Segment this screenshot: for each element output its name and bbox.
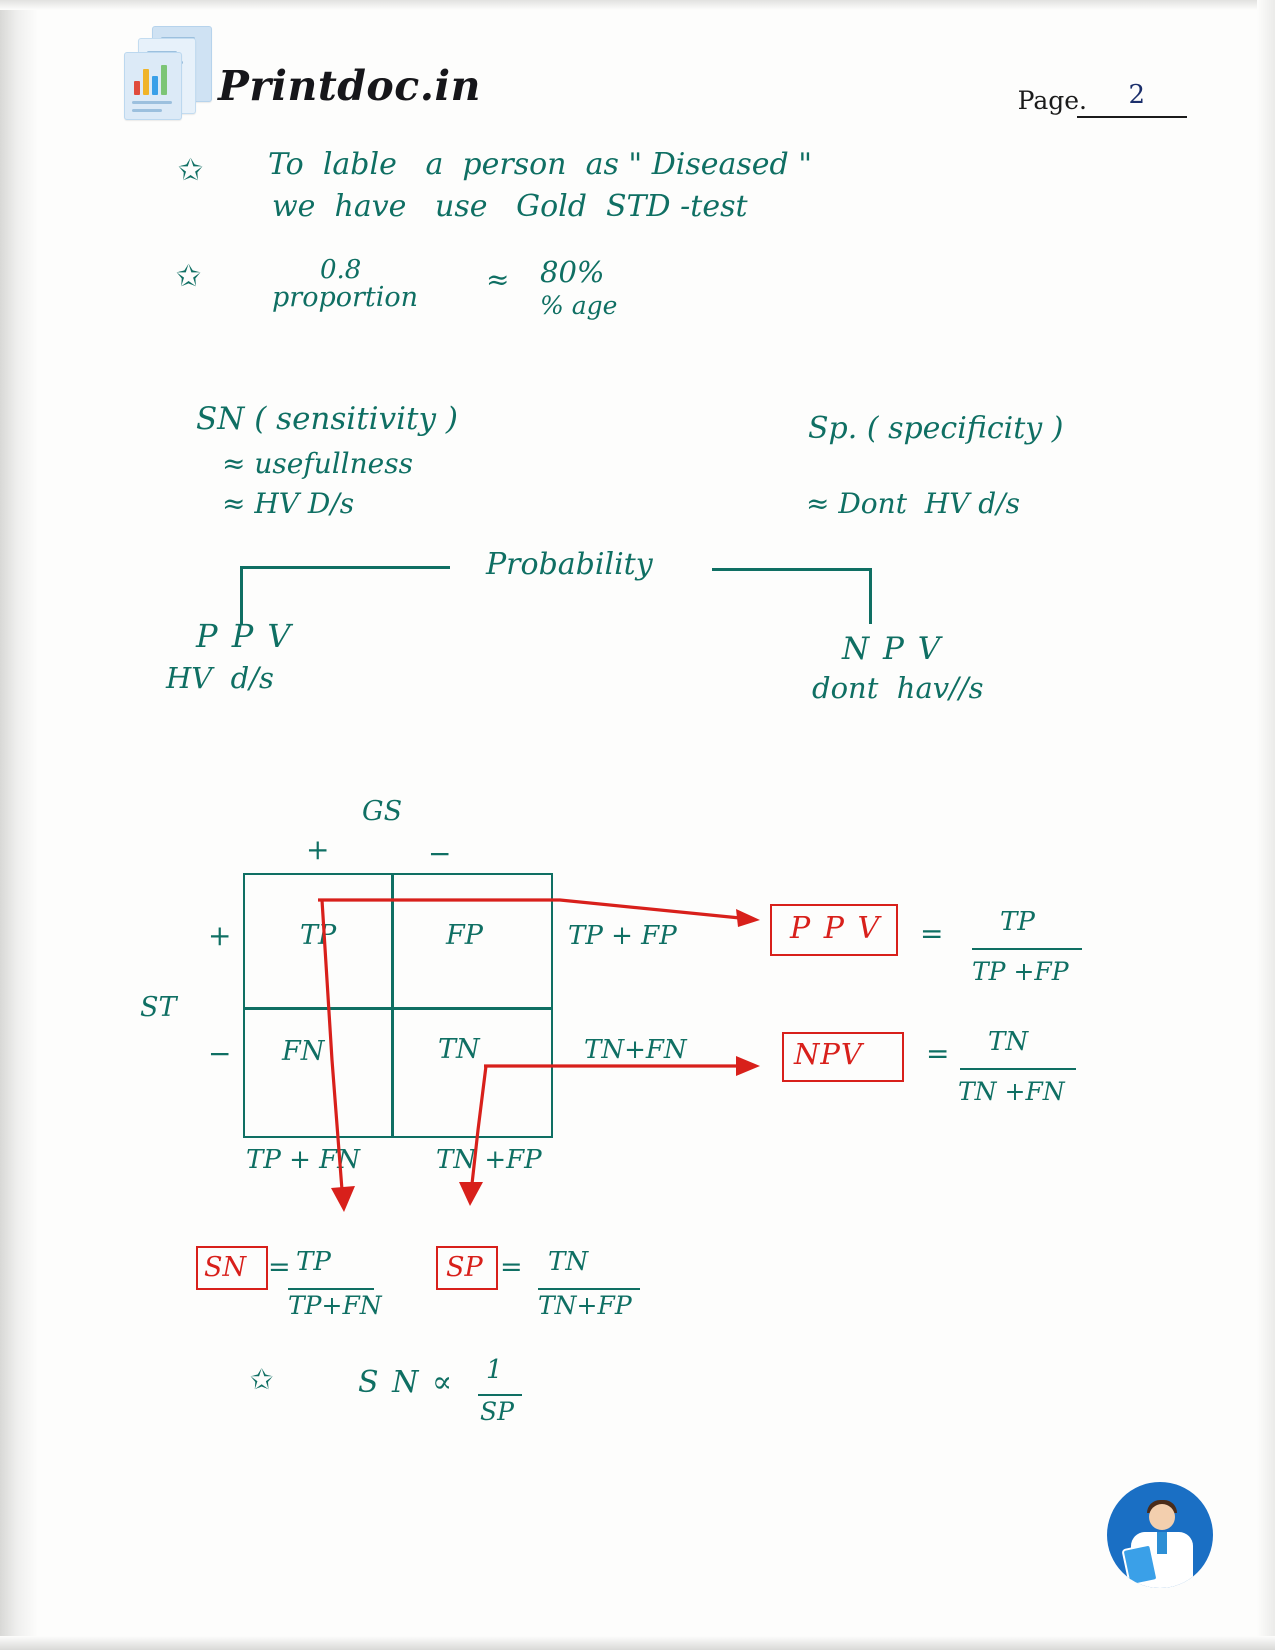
cell-true-positive: TP bbox=[300, 920, 337, 951]
col-total-negative: TN +FP bbox=[436, 1145, 542, 1175]
page-label: Page. bbox=[1017, 86, 1087, 115]
sp-fraction-bar bbox=[538, 1288, 640, 1290]
matrix-vertical-divider bbox=[391, 873, 394, 1138]
row-header-plus: + bbox=[208, 919, 232, 952]
row-total-negative: TN+FN bbox=[584, 1035, 687, 1065]
row-header-minus: − bbox=[208, 1037, 232, 1070]
note-line-1: To lable a person as " Diseased " bbox=[268, 147, 813, 182]
ppv-numerator: TP bbox=[1000, 907, 1035, 937]
scan-edge-left bbox=[0, 0, 38, 1650]
row-total-positive: TP + FP bbox=[568, 921, 677, 951]
brand-wordmark: Printdoc.in bbox=[218, 62, 481, 110]
npv-denominator: TN +FN bbox=[958, 1077, 1065, 1106]
scan-edge-bottom bbox=[0, 1636, 1275, 1650]
sp-denominator: TN+FP bbox=[538, 1291, 632, 1320]
sn-fraction-bar bbox=[288, 1288, 374, 1290]
relation-fraction-bar bbox=[478, 1394, 522, 1396]
proportion-label: proportion bbox=[272, 282, 419, 313]
npv-equals: = bbox=[926, 1037, 950, 1070]
scan-edge-right bbox=[1257, 0, 1275, 1650]
col-header-minus: − bbox=[428, 837, 452, 870]
doctor-avatar-icon bbox=[1107, 1482, 1213, 1588]
sn-sp-relation: S N ∝ bbox=[358, 1365, 455, 1400]
npv-numerator: TN bbox=[988, 1027, 1029, 1057]
gold-standard-group-label: GS bbox=[362, 796, 403, 827]
sp-formula-label: SP bbox=[446, 1252, 483, 1283]
page-number-underline bbox=[1077, 116, 1187, 118]
percent-label: % age bbox=[540, 291, 618, 320]
sn-numerator: TP bbox=[296, 1247, 331, 1277]
star-bullet-icon-1: ✩ bbox=[178, 153, 204, 188]
star-bullet-icon-3: ✩ bbox=[250, 1363, 274, 1396]
cell-true-negative: TN bbox=[438, 1034, 480, 1065]
brace-right-vertical bbox=[869, 568, 872, 624]
star-bullet-icon-2: ✩ bbox=[176, 259, 202, 294]
brace-left-vertical bbox=[240, 566, 243, 624]
col-header-plus: + bbox=[306, 833, 330, 866]
proportion-value: 0.8 bbox=[320, 255, 362, 285]
relation-numerator: 1 bbox=[486, 1355, 503, 1385]
specificity-line-2: ≈ Dont HV d/s bbox=[806, 487, 1021, 520]
relation-denominator: SP bbox=[480, 1397, 514, 1426]
logo-sheet-front bbox=[124, 52, 182, 120]
sensitivity-title: SN ( sensitivity ) bbox=[196, 401, 458, 437]
ppv-fraction-bar bbox=[972, 948, 1082, 950]
ppv-label: P P V bbox=[196, 617, 293, 655]
matrix-horizontal-divider bbox=[243, 1007, 553, 1010]
probability-label: Probability bbox=[486, 547, 653, 582]
cell-false-negative: FN bbox=[282, 1036, 325, 1067]
brace-right-horizontal bbox=[712, 568, 872, 571]
sn-denominator: TP+FN bbox=[288, 1291, 382, 1320]
avatar-tie bbox=[1157, 1532, 1167, 1554]
sensitivity-line-2: ≈ usefullness bbox=[222, 447, 413, 480]
sn-formula-label: SN bbox=[204, 1252, 247, 1283]
npv-formula-label: NPV bbox=[794, 1037, 863, 1071]
page-number: 2 bbox=[1128, 80, 1145, 110]
ppv-formula-label: P P V bbox=[790, 911, 882, 946]
brace-left-horizontal bbox=[240, 566, 450, 569]
percent-value: 80% bbox=[540, 255, 605, 289]
scan-edge-top bbox=[0, 0, 1275, 10]
printdoc-logo-icon bbox=[122, 24, 214, 120]
npv-sublabel: dont hav//s bbox=[812, 671, 984, 705]
sp-equals: = bbox=[500, 1252, 523, 1283]
cell-false-positive: FP bbox=[446, 920, 483, 951]
note-line-2: we have use Gold STD -test bbox=[272, 189, 748, 224]
ppv-equals: = bbox=[920, 917, 944, 950]
sensitivity-line-3: ≈ HV D/s bbox=[222, 487, 355, 520]
avatar-head bbox=[1149, 1504, 1175, 1530]
confusion-matrix bbox=[243, 873, 553, 1138]
test-group-label: ST bbox=[140, 992, 177, 1023]
sp-numerator: TN bbox=[548, 1247, 589, 1277]
specificity-title: Sp. ( specificity ) bbox=[808, 411, 1064, 446]
ppv-denominator: TP +FP bbox=[972, 957, 1069, 986]
npv-fraction-bar bbox=[960, 1068, 1076, 1070]
npv-label: N P V bbox=[842, 631, 943, 667]
col-total-positive: TP + FN bbox=[246, 1145, 360, 1175]
sn-equals: = bbox=[268, 1252, 291, 1283]
ppv-sublabel: HV d/s bbox=[166, 661, 274, 695]
approx-sign: ≈ bbox=[486, 263, 510, 296]
